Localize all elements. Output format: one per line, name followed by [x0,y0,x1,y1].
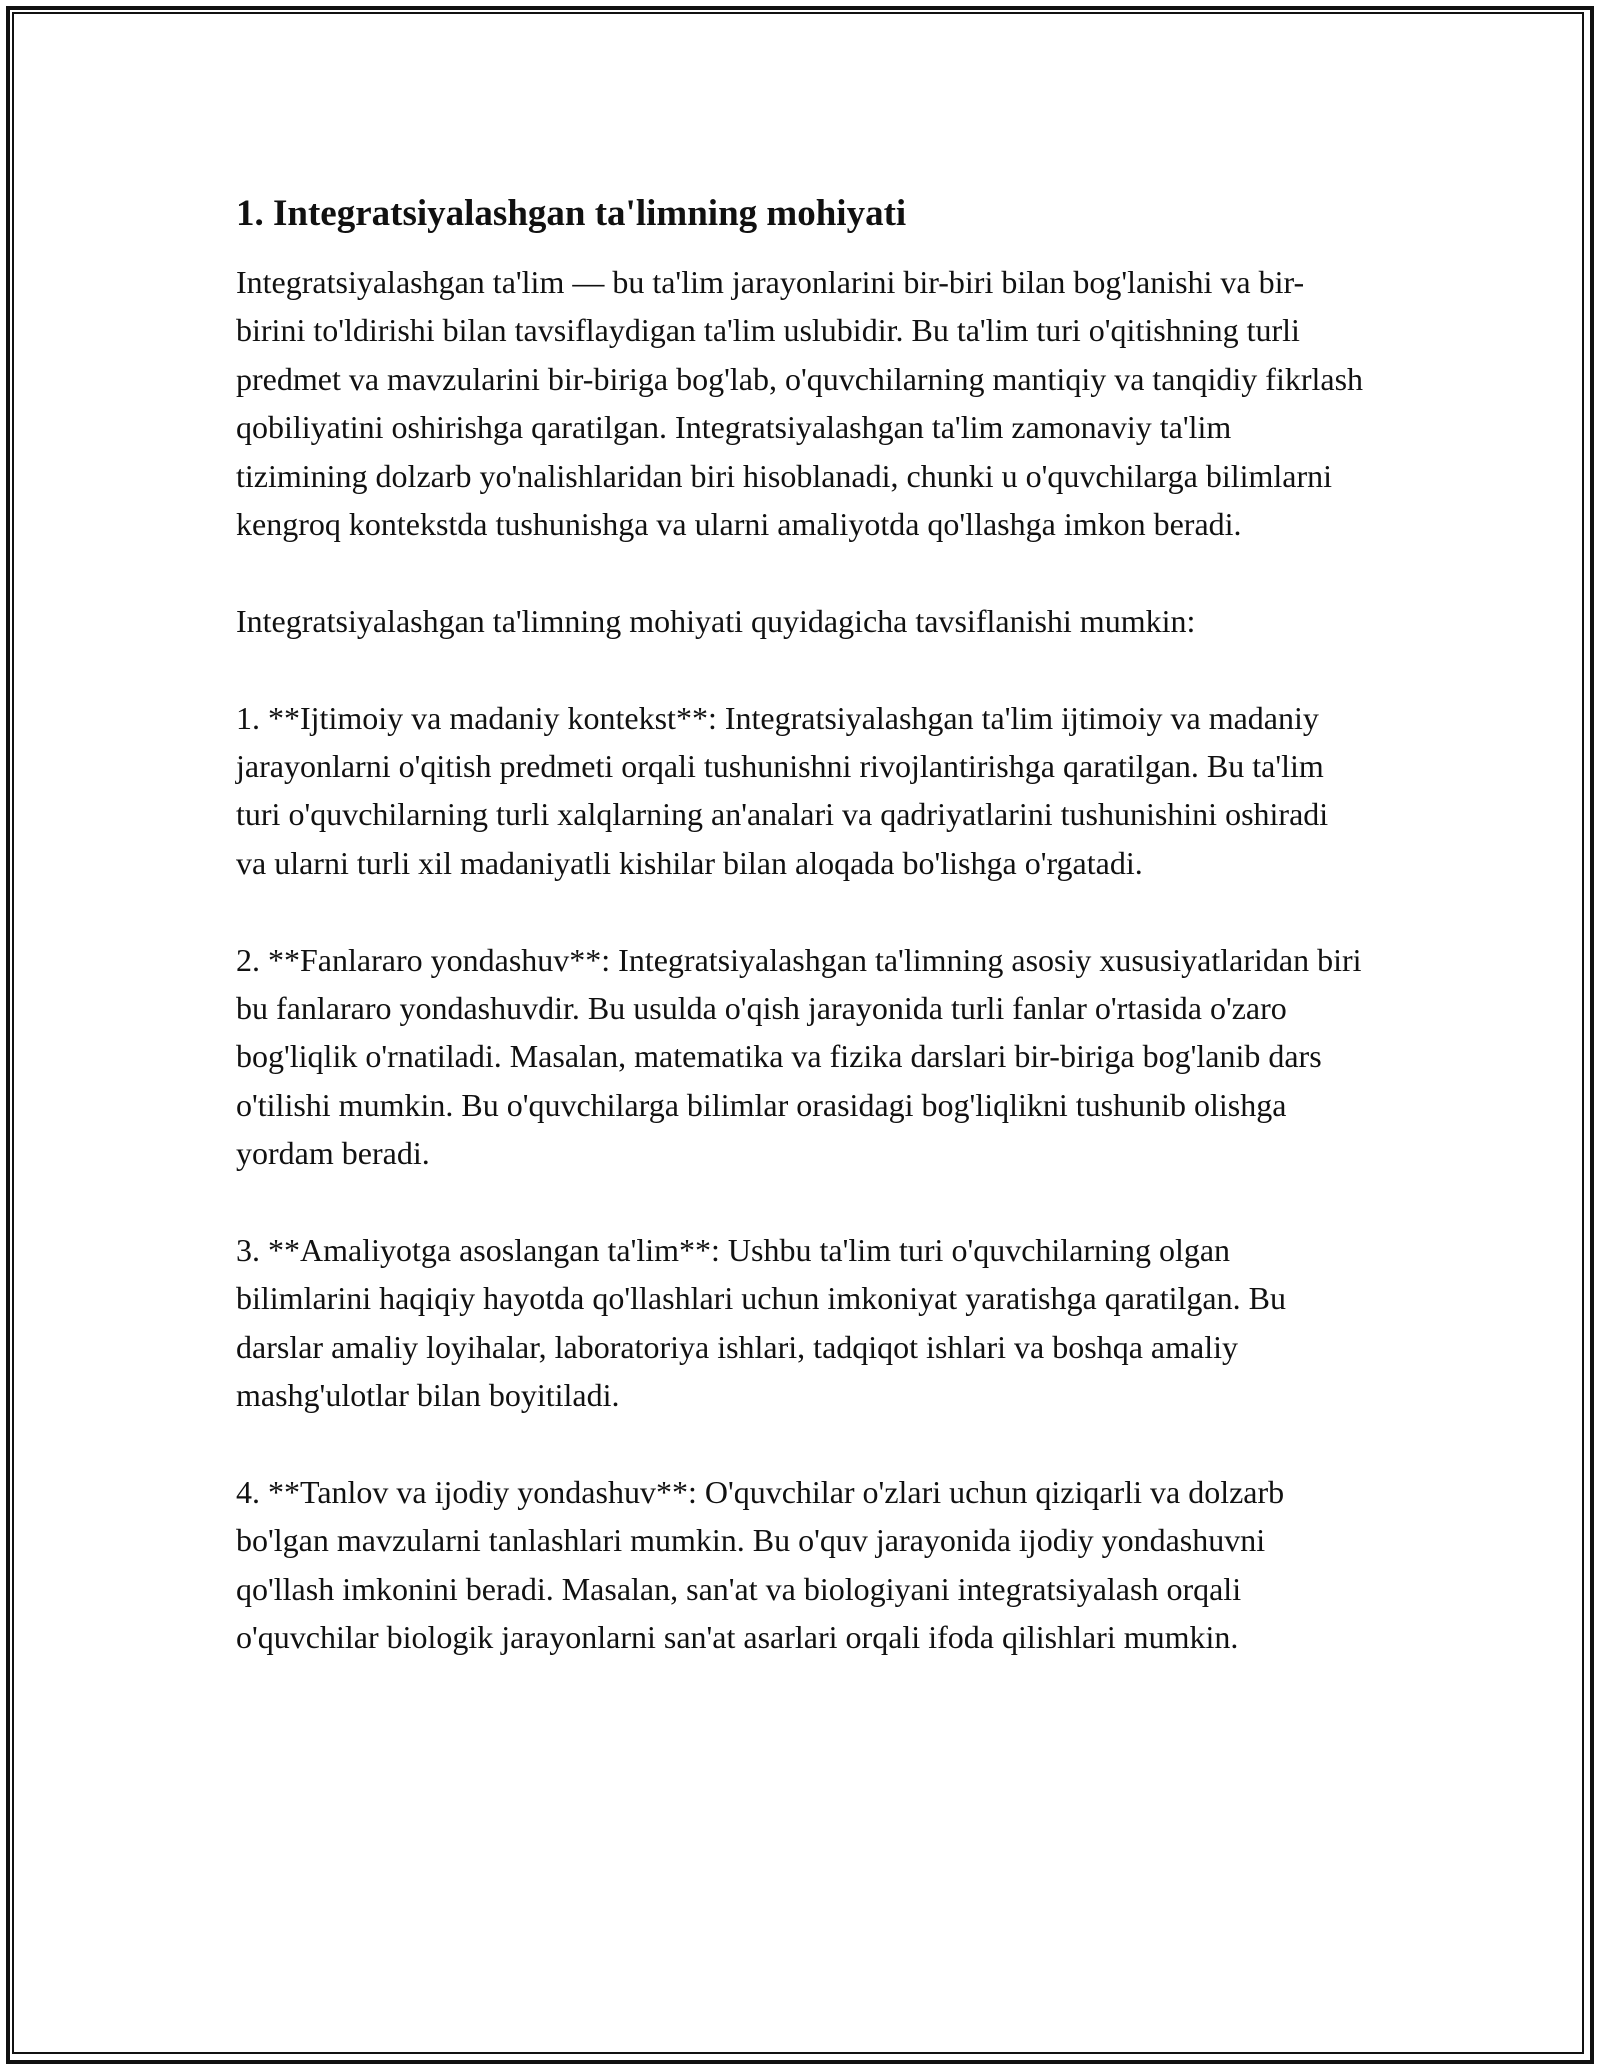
list-item-social-cultural: 1. **Ijtimoiy va madaniy kontekst**: Integratsiyalashgan ta'lim ijtimoiy va madaniy jarayonlarni o'qitish predmeti orqali tushunishni rivojlantirishga qaratilgan. Bu ta'lim turi o'quvchilarning turli xalqlarning an'analari va qadriyatlarini tushunishini oshiradi va ularni turli xil madaniyatli kishilar bilan aloqada bo'lishga o'rgatadi. [236,699,1329,881]
section-heading: 1. Integratsiyalashgan ta'limning mohiyati [236,193,907,234]
summary-lead-paragraph: Integratsiyalashgan ta'limning mohiyati quyidagicha tavsiflanishi mumkin: [236,602,1196,639]
intro-paragraph: Integratsiyalashgan ta'lim — bu ta'lim jarayonlarini bir-biri bilan bog'lanishi va bir-birini to'ldirishi bilan tavsiflaydigan ta'lim uslubidir. Bu ta'lim turi o'qitishning turli predmet va mavzularini bir-biriga bog'lab, o'quvchilarning mantiqiy va tanqidiy fikrlash qobiliyatini oshirishga qaratilgan. Integratsiyalashgan ta'lim zamonaviy ta'lim tizimining dolzarb yo'nalishlaridan biri hisoblanadi, chunki u o'quvchilarga bilimlarni kengroq kontekstda tushunishga va ularni amaliyotda qo'llashga imkon beradi. [236,264,1364,543]
list-item-practice-based: 3. **Amaliyotga asoslangan ta'lim**: Ushbu ta'lim turi o'quvchilarning olgan bilimlarini haqiqiy hayotda qo'llashlari uchun imkoniyat yaratishga qaratilgan. Bu darslar amaliy loyihalar, laboratoriya ishlari, tadqiqot ishlari va boshqa amaliy mashg'ulotlar bilan boyitiladi. [236,1232,1286,1414]
document-body [236,190,1366,1710]
list-item-creative-choice: 4. **Tanlov va ijodiy yondashuv**: O'quvchilar o'zlari uchun qiziqarli va dolzarb bo'lgan mavzularni tanlashlari mumkin. Bu o'quv jarayonida ijodiy yondashuvni qo'llash imkonini beradi. Masalan, san'at va biologiyani integratsiyalash orqali o'quvchilar biologik jarayonlarni san'at asarlari orqali ifoda qilishlari mumkin. [236,1474,1285,1656]
list-item-interdisciplinary: 2. **Fanlararo yondashuv**: Integratsiyalashgan ta'limning asosiy xususiyatlaridan biri bu fanlararo yondashuvdir. Bu usulda o'qish jarayonida turli fanlar o'rtasida o'zaro bog'liqlik o'rnatiladi. Masalan, matematika va fizika darslari bir-biriga bog'lanib dars o'tilishi mumkin. Bu o'quvchilarga bilimlar orasidagi bog'liqlikni tushunib olishga yordam beradi. [236,941,1362,1172]
